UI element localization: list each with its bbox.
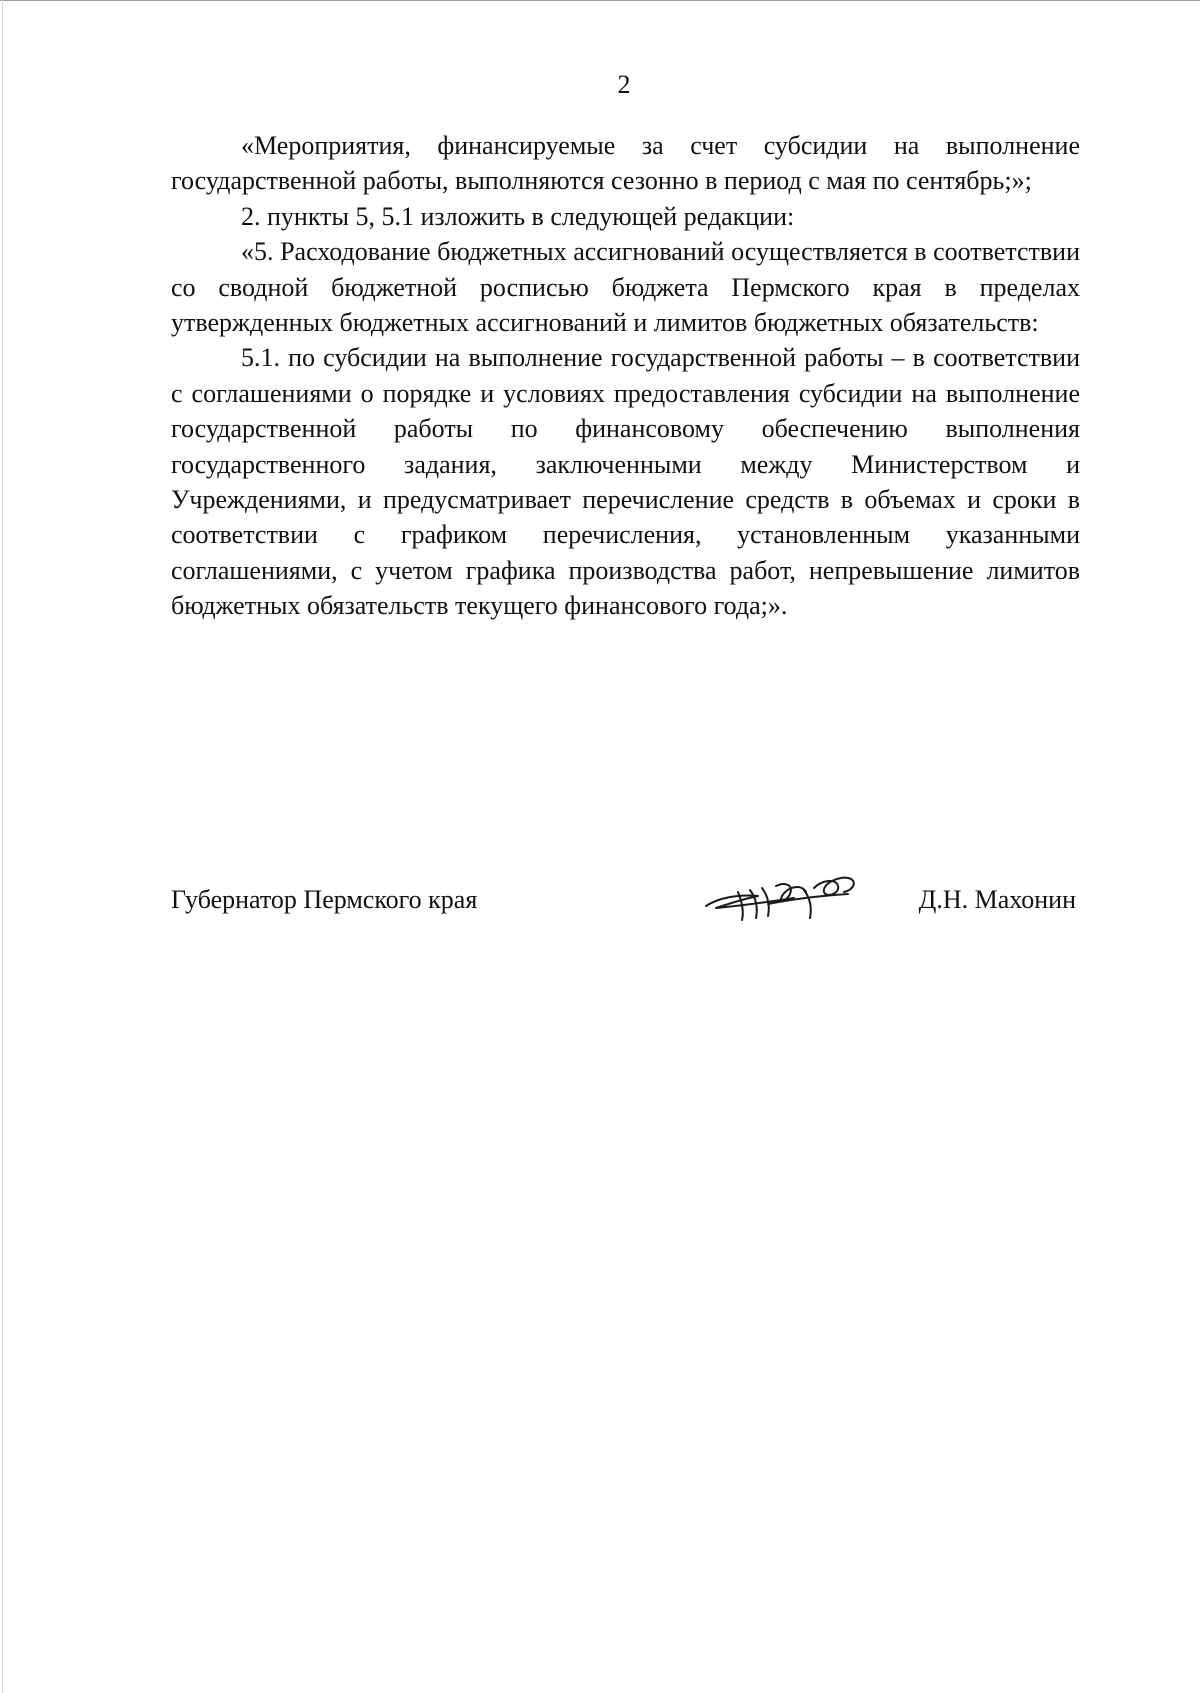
handwritten-signature: [698, 868, 868, 924]
signer-name: Д.Н. Махонин: [918, 885, 1076, 914]
paragraph-clause-5-1: 5.1. по субсидии на выполнение государственной работы – в соответствии с соглашениями о порядке и условиях предоставления субсидии на выполнение государственной работы по финансовому обеспечению выполнения государственного задания, заключенными между Министерством и Учреждениями, и предусматривает перечисление средств в объемах и сроки в соответствии с графиком перечисления, установленным указанными соглашениями, с учетом графика производства работ, непревышение лимитов бюджетных обязательств текущего финансового года;».: [171, 343, 1080, 621]
page-number: 2: [617, 70, 631, 99]
position-title: Губернатор Пермского края: [171, 885, 478, 914]
paragraph-events-seasonal: «Мероприятия, финансируемые за счет субсидии на выполнение государственной работы, выполняются сезонно в период с мая по сентябрь;»;: [171, 131, 1080, 196]
signature-block: [171, 876, 1080, 936]
paragraph-clause-5: «5. Расходование бюджетных ассигнований осуществляется в соответствии со сводной бюджетной росписью бюджета Пермского края в пределах утвержденных бюджетных ассигнований и лимитов бюджетных обязательств:: [171, 237, 1080, 338]
document-body: [171, 128, 1080, 624]
scan-edge-top: [0, 0, 1200, 1]
paragraph-item-2: 2. пункты 5, 5.1 изложить в следующей редакции:: [241, 201, 795, 231]
scan-edge-left: [2, 0, 3, 1693]
